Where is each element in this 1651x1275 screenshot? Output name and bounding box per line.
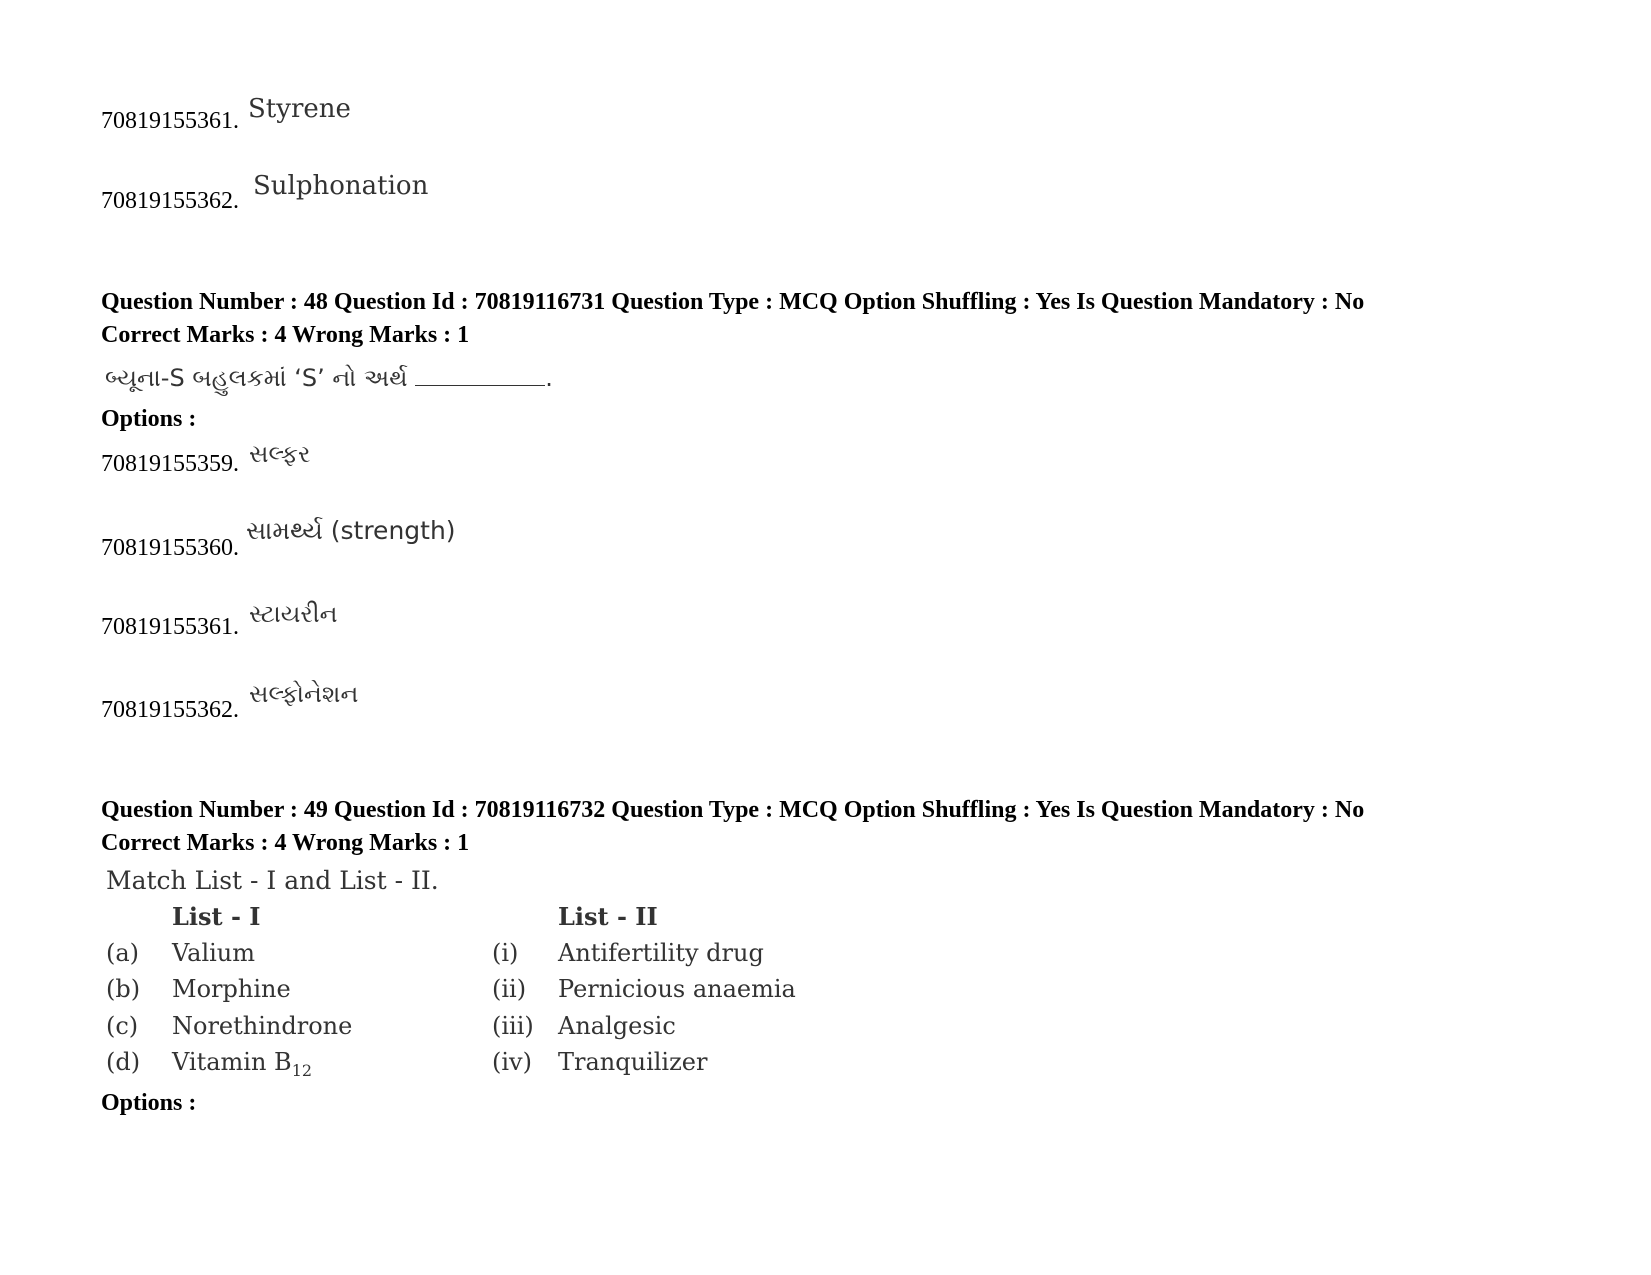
list2-key: (i) [492,939,519,967]
list2-key: (iv) [492,1048,532,1076]
list2-value: Pernicious anaemia [558,975,796,1003]
question-header: Question Number : 48 Question Id : 70819116731 Question Type : MCQ Option Shuffling : Yes Is Question Mandatory : No [101,289,1365,315]
list1-key: (c) [106,1012,139,1040]
list1-value: Valium [172,939,256,967]
list1-value: Morphine [172,975,291,1003]
options-label: Options : [101,406,197,432]
option-text: સલ્ફોનેશન [249,680,359,708]
list1-key: (d) [106,1048,141,1076]
options-label: Options : [101,1090,197,1116]
answer-blank [415,365,545,386]
option-number: 70819155361. [101,108,239,134]
option-number: 70819155361. [101,614,239,640]
question-text-body: બ્યૂના-S બહુલકમાં ‘S’ નો અર્થ [105,364,408,392]
question-text [105,364,553,392]
question-text-end: . [545,364,553,392]
list1-key: (b) [106,975,141,1003]
vitamin-name: Vitamin B [172,1048,292,1076]
option-text: Sulphonation [253,171,429,201]
list1-heading: List - I [172,902,261,931]
list1-key: (a) [106,939,140,967]
option-text: સ્ટાયરીન [249,600,338,628]
list2-value: Analgesic [558,1012,676,1040]
question-header: Question Number : 49 Question Id : 70819116732 Question Type : MCQ Option Shuffling : Yes Is Question Mandatory : No [101,797,1365,823]
list2-value: Antifertility drug [558,939,764,967]
question-text: Match List - I and List - II. [106,866,439,895]
option-number: 70819155359. [101,451,239,477]
option-text: સામર્થ્ય (strength) [246,516,456,545]
list2-heading: List - II [558,902,658,931]
list2-value: Tranquilizer [558,1048,708,1076]
option-number: 70819155362. [101,188,239,214]
option-text: સલ્ફર [249,440,311,468]
question-marks: Correct Marks : 4 Wrong Marks : 1 [101,322,470,348]
vitamin-subscript: 12 [291,1060,313,1080]
option-number: 70819155360. [101,535,239,561]
list1-value [172,1048,312,1080]
list1-value: Norethindrone [172,1012,353,1040]
option-number: 70819155362. [101,697,239,723]
list2-key: (iii) [492,1012,534,1040]
question-marks: Correct Marks : 4 Wrong Marks : 1 [101,830,470,856]
option-text: Styrene [248,94,351,124]
list2-key: (ii) [492,975,527,1003]
